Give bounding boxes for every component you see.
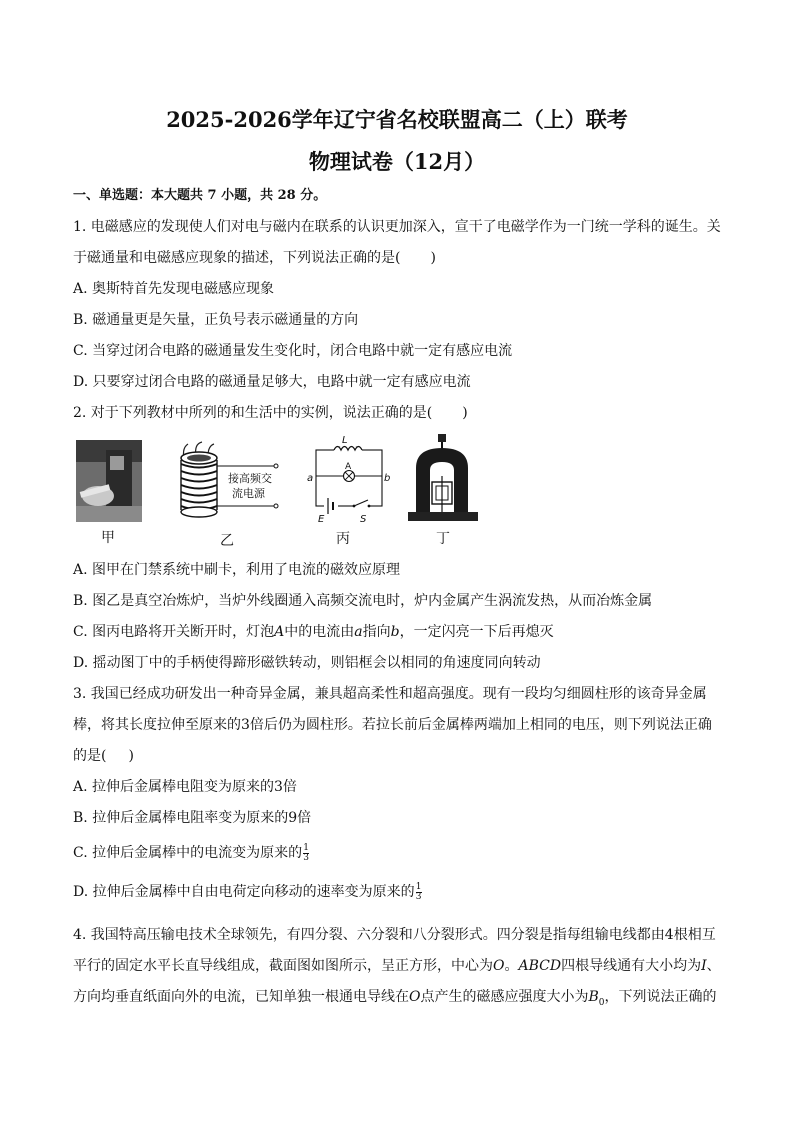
label-E: E [318,514,325,525]
figure-ding [406,432,480,524]
figure-yi [168,440,283,522]
label-L: L [342,435,348,446]
q1-option-a[interactable]: A. 奥斯特首先发现电磁感应现象 [73,281,275,297]
q2-option-c[interactable]: C. 图丙电路将开关断开时，灯泡A中的电流由a指向b，一定闪亮一下后再熄灭 [73,624,554,640]
q2-option-a[interactable]: A. 图甲在门禁系统中刷卡，利用了电流的磁效应原理 [73,562,401,578]
fraction-one-third: $\frac{1}{3}$ [303,842,309,863]
q4-stem-line2: 平行的固定水平长直导线组成，截面图如图所示，呈正方形，中心为O。ABCD四根导线通有大小均为I、 [73,958,721,974]
label-a: a [307,473,314,484]
figure-bing [302,434,390,526]
figure-jia-caption: 甲 [101,530,115,546]
label-b: b [384,473,390,484]
q1-option-b[interactable]: B. 磁通量更是矢量，正负号表示磁通量的方向 [73,312,359,328]
q2-stem: 2. 对于下列教材中所列的和生活中的实例，说法正确的是( ) [73,405,468,421]
exam-subtitle: 物理试卷（12月） [308,149,486,174]
q3-option-d[interactable]: D. 拉伸后金属棒中自由电荷定向移动的速率变为原来的 $\frac{1}{3}$ [73,881,422,902]
q3-option-b[interactable]: B. 拉伸后金属棒电阻率变为原来的9倍 [73,810,312,826]
figure-ding-caption: 丁 [436,531,450,547]
label-A: A [345,462,352,472]
q1-option-c[interactable]: C. 当穿过闭合电路的磁通量发生变化时，闭合电路中就一定有感应电流 [73,343,513,359]
figure-yi-caption: 乙 [220,533,234,549]
figure-bing-caption: 丙 [336,531,350,547]
q1-stem-line1: 1. 电磁感应的发现使人们对电与磁内在联系的认识更加深入，宣干了电磁学作为一门统一学科的诞生。关 [73,219,721,235]
q1-option-d[interactable]: D. 只要穿过闭合电路的磁通量足够大，电路中就一定有感应电流 [73,374,471,390]
q4-stem-line1: 4. 我国特高压输电技术全球领先，有四分裂、六分裂和八分裂形式。四分裂是指每组输电线都由4根相互 [73,927,716,943]
q3-stem-line1: 3. 我国已经成功研发出一种奇异金属，兼具超高柔性和超高强度。现有一段均匀细圆柱形的该奇异金属 [73,686,707,702]
q2-option-b[interactable]: B. 图乙是真空冶炼炉，当炉外线圈通入高频交流电时，炉内金属产生涡流发热，从而冶炼金属 [73,593,653,609]
card-swipe-photo [76,440,142,522]
q3-option-c[interactable]: C. 拉伸后金属棒中的电流变为原来的 $\frac{1}{3}$ [73,842,309,863]
furnace-label-2: 流电源 [232,487,265,500]
inductor-lamp-circuit [302,434,390,526]
fraction-one-third: $\frac{1}{3}$ [415,881,422,902]
figure-jia [76,440,142,522]
label-S: S [360,514,367,525]
horseshoe-magnet-diagram [406,432,480,524]
q4-stem-line3: 方向均垂直纸面向外的电流，已知单独一根通电导线在O点产生的磁感应强度大小为$B_0$，下列说法正确的 [73,989,717,1008]
furnace-coil-diagram [168,440,283,522]
exam-title: 2025-2026学年辽宁省名校联盟高二（上）联考 [166,107,628,132]
q3-option-a[interactable]: A. 拉伸后金属棒电阻变为原来的3倍 [73,779,297,795]
q3-stem-line2: 棒，将其长度拉伸至原来的3倍后仍为圆柱形。若拉长前后金属棒两端加上相同的电压，则下列说法正确 [73,717,712,733]
q2-option-d[interactable]: D. 摇动图丁中的手柄使得蹄形磁铁转动，则铝框会以相同的角速度同向转动 [73,655,541,671]
q3-stem-line3: 的是( ) [73,748,134,764]
q1-stem-line2: 于磁通量和电磁感应现象的描述，下列说法正确的是( ) [73,250,436,266]
furnace-label-1: 接高频交 [228,472,272,485]
section-heading: 一、单选题：本大题共 7 小题，共 28 分。 [73,188,327,203]
